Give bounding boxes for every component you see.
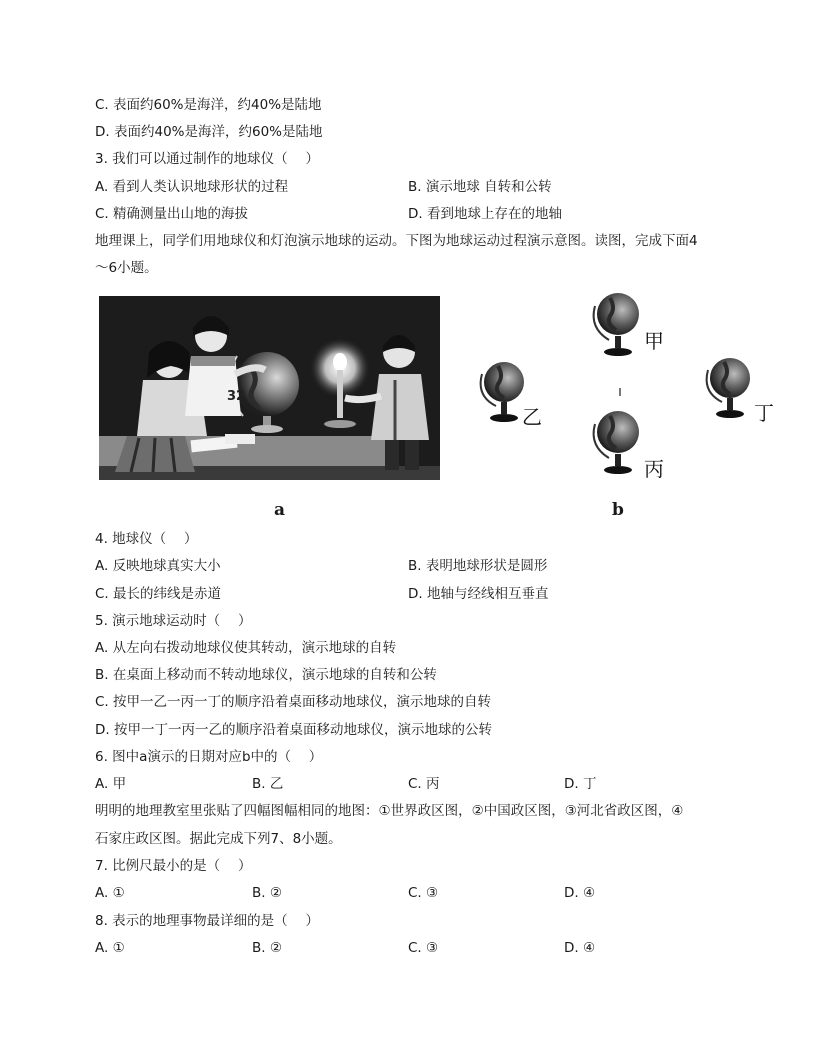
q7-stem: 7. 比例尺最小的是（ ）	[95, 858, 252, 874]
figure-label-a: a	[274, 500, 286, 520]
q3-option-d: D. 看到地球上存在的地轴	[408, 206, 562, 222]
jersey-number: 32	[227, 389, 246, 404]
q6-option-c: C. 丙	[408, 776, 440, 792]
q7-option-c: C. ③	[408, 885, 439, 901]
q6-option-d: D. 丁	[564, 776, 597, 792]
q8-stem: 8. 表示的地理事物最详细的是（ ）	[95, 913, 319, 929]
globe-jia	[594, 293, 664, 356]
q5-option-d: D. 按甲一丁一丙一乙的顺序沿着桌面移动地球仪，演示地球的公转	[95, 722, 492, 738]
q6-option-a: A. 甲	[95, 776, 127, 792]
q5-stem: 5. 演示地球运动时（ ）	[95, 613, 252, 629]
q4-option-c: C. 最长的纬线是赤道	[95, 586, 222, 602]
q8-option-a: A. ①	[95, 940, 125, 956]
q5-option-c: C. 按甲一乙一丙一丁的顺序沿着桌面移动地球仪，演示地球的自转	[95, 694, 492, 710]
figure-label-b: b	[612, 500, 624, 520]
q4-option-b: B. 表明地球形状是圆形	[408, 558, 548, 574]
q3-option-b: B. 演示地球 自转和公转	[408, 179, 552, 195]
globe-bing	[594, 411, 664, 481]
q5-option-b: B. 在桌面上移动而不转动地球仪，演示地球的自转和公转	[95, 667, 437, 683]
q7-option-d: D. ④	[564, 885, 596, 901]
q8-option-d: D. ④	[564, 940, 596, 956]
figure-a-photo	[99, 296, 440, 480]
intro-4-6-line1: 地理课上，同学们用地球仪和灯泡演示地球的运动。下图为地球运动过程演示意图。读图，完成下面4	[95, 233, 698, 249]
q3-option-c: C. 精确测量出山地的海拔	[95, 206, 249, 222]
label-yi: 乙	[522, 405, 542, 429]
q3-stem: 3. 我们可以通过制作的地球仪（ ）	[95, 151, 319, 167]
q4-option-d: D. 地轴与经线相互垂直	[408, 586, 549, 602]
q7-option-a: A. ①	[95, 885, 125, 901]
intro-7-8-line1: 明明的地理教室里张贴了四幅图幅相同的地图：①世界政区图，②中国政区图，③河北省政区图，④	[95, 803, 684, 819]
q5-option-a: A. 从左向右拨动地球仪使其转动，演示地球的自转	[95, 640, 397, 656]
q8-option-b: B. ②	[252, 940, 282, 956]
label-ding: 丁	[754, 401, 774, 425]
q4-stem: 4. 地球仪（ ）	[95, 531, 198, 547]
q7-option-b: B. ②	[252, 885, 282, 901]
label-bing: 丙	[644, 457, 664, 481]
intro-4-6-line2: ～6小题。	[95, 260, 158, 276]
q6-stem: 6. 图中a演示的日期对应b中的（ ）	[95, 749, 323, 765]
q2-option-c: C. 表面约60%是海洋，约40%是陆地	[95, 97, 322, 113]
q4-option-a: A. 反映地球真实大小	[95, 558, 221, 574]
q3-option-a: A. 看到人类认识地球形状的过程	[95, 179, 289, 195]
q6-option-b: B. 乙	[252, 776, 284, 792]
q2-option-d: D. 表面约40%是海洋，约60%是陆地	[95, 124, 323, 140]
q8-option-c: C. ③	[408, 940, 439, 956]
intro-7-8-line2: 石家庄政区图。据此完成下列7、8小题。	[95, 831, 342, 847]
globe-ding	[707, 358, 774, 425]
figure-b-globes	[470, 284, 790, 484]
label-jia: 甲	[644, 329, 664, 353]
globe-yi	[481, 362, 542, 429]
